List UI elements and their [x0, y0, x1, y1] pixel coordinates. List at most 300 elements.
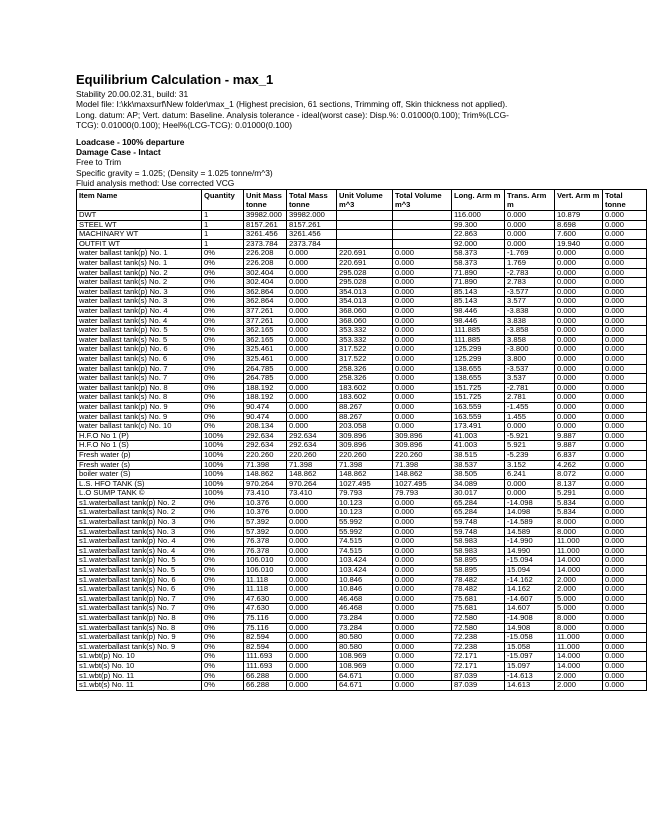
total-fsm-cell: 0.000: [603, 614, 647, 624]
item-name-cell: water ballast tank(s) No. 8: [77, 393, 202, 403]
total-mass-cell: 0.000: [287, 278, 337, 288]
trans-arm-cell: -15.058: [505, 633, 555, 643]
long-arm-cell: 111.885: [452, 335, 505, 345]
unit-mass-cell: 47.630: [244, 604, 287, 614]
total-fsm-cell: 0.000: [603, 316, 647, 326]
total-fsm-cell: 0.000: [603, 422, 647, 432]
unit-volume-cell: 64.671: [337, 681, 393, 691]
quantity-cell: 0%: [202, 614, 244, 624]
trans-arm-cell: -15.094: [505, 556, 555, 566]
trans-arm-cell: -3.800: [505, 345, 555, 355]
total-volume-cell: 0.000: [393, 652, 452, 662]
vert-arm-cell: 9.887: [555, 441, 603, 451]
unit-volume-cell: 88.267: [337, 412, 393, 422]
total-volume-cell: 0.000: [393, 374, 452, 384]
quantity-cell: 0%: [202, 518, 244, 528]
unit-mass-cell: 66.288: [244, 681, 287, 691]
total-mass-cell: 0.000: [287, 527, 337, 537]
item-name-cell: water ballast tank(s) No. 7: [77, 374, 202, 384]
long-arm-cell: 38.515: [452, 450, 505, 460]
quantity-cell: 0%: [202, 633, 244, 643]
item-name-cell: MACHINARY WT: [77, 230, 202, 240]
quantity-cell: 0%: [202, 623, 244, 633]
item-name-cell: s1.waterballast tank(p) No. 9: [77, 633, 202, 643]
table-body: [77, 211, 647, 691]
unit-mass-cell: 226.208: [244, 259, 287, 269]
column-header-total-mass: Total Mass tonne: [287, 189, 337, 210]
total-volume-cell: 0.000: [393, 354, 452, 364]
unit-mass-cell: 10.376: [244, 498, 287, 508]
vert-arm-cell: 2.000: [555, 681, 603, 691]
column-header-trans-arm: Trans. Arm m: [505, 189, 555, 210]
unit-mass-cell: 82.594: [244, 633, 287, 643]
total-fsm-cell: 0.000: [603, 345, 647, 355]
item-name-cell: water ballast tank(p) No. 3: [77, 287, 202, 297]
quantity-cell: 100%: [202, 441, 244, 451]
long-arm-cell: 22.863: [452, 230, 505, 240]
total-fsm-cell: 0.000: [603, 220, 647, 230]
unit-mass-cell: 377.261: [244, 307, 287, 317]
item-name-cell: water ballast tank(p) No. 6: [77, 345, 202, 355]
item-name-cell: water ballast tank(s) No. 4: [77, 316, 202, 326]
quantity-cell: 0%: [202, 287, 244, 297]
total-mass-cell: 0.000: [287, 537, 337, 547]
item-name-cell: water ballast tank(p) No. 1: [77, 249, 202, 259]
quantity-cell: 0%: [202, 278, 244, 288]
total-fsm-cell: 0.000: [603, 594, 647, 604]
vert-arm-cell: 7.600: [555, 230, 603, 240]
unit-volume-cell: 10.123: [337, 498, 393, 508]
vert-arm-cell: 0.000: [555, 335, 603, 345]
quantity-cell: 0%: [202, 527, 244, 537]
vert-arm-cell: 0.000: [555, 393, 603, 403]
total-mass-cell: 0.000: [287, 594, 337, 604]
quantity-cell: 0%: [202, 345, 244, 355]
table-row: [77, 211, 647, 221]
vert-arm-cell: 0.000: [555, 412, 603, 422]
total-mass-cell: 0.000: [287, 556, 337, 566]
table-row: [77, 470, 647, 480]
long-arm-cell: 59.748: [452, 518, 505, 528]
quantity-cell: 0%: [202, 393, 244, 403]
column-header-long-arm: Long. Arm m: [452, 189, 505, 210]
total-fsm-cell: 0.000: [603, 498, 647, 508]
unit-mass-cell: 2373.784: [244, 239, 287, 249]
long-arm-cell: 151.725: [452, 393, 505, 403]
item-name-cell: s1.waterballast tank(s) No. 8: [77, 623, 202, 633]
total-volume-cell: [393, 230, 452, 240]
total-volume-cell: 0.000: [393, 278, 452, 288]
vert-arm-cell: 2.000: [555, 575, 603, 585]
long-arm-cell: 125.299: [452, 345, 505, 355]
total-volume-cell: 0.000: [393, 633, 452, 643]
total-mass-cell: 0.000: [287, 307, 337, 317]
vert-arm-cell: 9.887: [555, 431, 603, 441]
total-fsm-cell: 0.000: [603, 354, 647, 364]
unit-mass-cell: 57.392: [244, 518, 287, 528]
unit-mass-cell: 148.862: [244, 470, 287, 480]
long-arm-cell: 87.039: [452, 681, 505, 691]
long-arm-cell: 72.171: [452, 661, 505, 671]
unit-volume-cell: 103.424: [337, 566, 393, 576]
unit-mass-cell: 292.634: [244, 431, 287, 441]
trans-arm-cell: -14.162: [505, 575, 555, 585]
item-name-cell: L.S. HFO TANK (S): [77, 479, 202, 489]
unit-volume-cell: 80.580: [337, 633, 393, 643]
total-mass-cell: 0.000: [287, 585, 337, 595]
quantity-cell: 0%: [202, 412, 244, 422]
total-fsm-cell: 0.000: [603, 508, 647, 518]
unit-mass-cell: 71.398: [244, 460, 287, 470]
unit-mass-cell: 57.392: [244, 527, 287, 537]
total-fsm-cell: 0.000: [603, 211, 647, 221]
item-name-cell: s1.waterballast tank(s) No. 4: [77, 546, 202, 556]
trans-arm-cell: -3.537: [505, 364, 555, 374]
total-fsm-cell: 0.000: [603, 307, 647, 317]
quantity-cell: 100%: [202, 470, 244, 480]
trans-arm-cell: -14.589: [505, 518, 555, 528]
unit-mass-cell: 264.785: [244, 364, 287, 374]
table-row: [77, 661, 647, 671]
item-name-cell: water ballast tank(p) No. 8: [77, 383, 202, 393]
vert-arm-cell: 14.000: [555, 556, 603, 566]
unit-mass-cell: 75.116: [244, 623, 287, 633]
unit-mass-cell: 292.634: [244, 441, 287, 451]
total-mass-cell: 0.000: [287, 335, 337, 345]
total-fsm-cell: 0.000: [603, 652, 647, 662]
vert-arm-cell: 0.000: [555, 268, 603, 278]
total-mass-cell: 0.000: [287, 652, 337, 662]
item-name-cell: Fresh water (p): [77, 450, 202, 460]
document-page: [76, 72, 638, 691]
unit-mass-cell: 66.288: [244, 671, 287, 681]
trans-arm-cell: -3.577: [505, 287, 555, 297]
trans-arm-cell: -15.097: [505, 652, 555, 662]
table-row: [77, 450, 647, 460]
unit-volume-cell: 220.691: [337, 249, 393, 259]
quantity-cell: 0%: [202, 642, 244, 652]
unit-volume-cell: 353.332: [337, 335, 393, 345]
total-fsm-cell: 0.000: [603, 230, 647, 240]
long-arm-cell: 41.003: [452, 441, 505, 451]
quantity-cell: 0%: [202, 374, 244, 384]
unit-volume-cell: 88.267: [337, 402, 393, 412]
total-volume-cell: 0.000: [393, 566, 452, 576]
total-mass-cell: 0.000: [287, 671, 337, 681]
unit-volume-cell: [337, 220, 393, 230]
total-volume-cell: 0.000: [393, 508, 452, 518]
trans-arm-cell: 14.607: [505, 604, 555, 614]
quantity-cell: 0%: [202, 671, 244, 681]
total-volume-cell: 0.000: [393, 422, 452, 432]
total-mass-cell: 0.000: [287, 575, 337, 585]
trans-arm-cell: 0.000: [505, 479, 555, 489]
trans-arm-cell: 14.162: [505, 585, 555, 595]
table-row: [77, 374, 647, 384]
total-mass-cell: 2373.784: [287, 239, 337, 249]
unit-volume-cell: 295.028: [337, 278, 393, 288]
total-volume-cell: 0.000: [393, 307, 452, 317]
total-mass-cell: 0.000: [287, 566, 337, 576]
total-mass-cell: 970.264: [287, 479, 337, 489]
total-fsm-cell: 0.000: [603, 460, 647, 470]
quantity-cell: 0%: [202, 681, 244, 691]
vert-arm-cell: 8.072: [555, 470, 603, 480]
item-name-cell: boiler water (S): [77, 470, 202, 480]
long-arm-cell: 92.000: [452, 239, 505, 249]
total-volume-cell: 79.793: [393, 489, 452, 499]
total-fsm-cell: 0.000: [603, 412, 647, 422]
total-mass-cell: 0.000: [287, 614, 337, 624]
trans-arm-cell: 3.800: [505, 354, 555, 364]
total-volume-cell: 148.862: [393, 470, 452, 480]
total-volume-cell: 220.260: [393, 450, 452, 460]
total-fsm-cell: 0.000: [603, 297, 647, 307]
vert-arm-cell: 8.000: [555, 614, 603, 624]
vert-arm-cell: 0.000: [555, 259, 603, 269]
vert-arm-cell: 8.000: [555, 518, 603, 528]
item-name-cell: water ballast tank(p) No. 5: [77, 326, 202, 336]
column-header-total-fsm: Total tonne: [603, 189, 647, 210]
unit-volume-cell: 1027.495: [337, 479, 393, 489]
item-name-cell: s1.waterballast tank(p) No. 4: [77, 537, 202, 547]
unit-mass-cell: 11.118: [244, 585, 287, 595]
vert-arm-cell: 14.000: [555, 661, 603, 671]
total-fsm-cell: 0.000: [603, 479, 647, 489]
table-row: [77, 537, 647, 547]
total-fsm-cell: 0.000: [603, 450, 647, 460]
unit-mass-cell: 220.260: [244, 450, 287, 460]
total-fsm-cell: 0.000: [603, 402, 647, 412]
trans-arm-cell: 3.838: [505, 316, 555, 326]
quantity-cell: 1: [202, 239, 244, 249]
table-row: [77, 326, 647, 336]
quantity-cell: 100%: [202, 460, 244, 470]
unit-volume-cell: 368.060: [337, 316, 393, 326]
unit-mass-cell: 188.192: [244, 383, 287, 393]
item-name-cell: water ballast tank(s) No. 9: [77, 412, 202, 422]
long-arm-cell: 30.017: [452, 489, 505, 499]
unit-mass-cell: 90.474: [244, 412, 287, 422]
unit-volume-cell: 73.284: [337, 623, 393, 633]
total-mass-cell: 0.000: [287, 259, 337, 269]
header-line-stability: Stability 20.00.02.31, build: 31: [76, 89, 189, 99]
unit-mass-cell: 111.693: [244, 661, 287, 671]
total-fsm-cell: 0.000: [603, 249, 647, 259]
total-volume-cell: 0.000: [393, 383, 452, 393]
long-arm-cell: 75.681: [452, 594, 505, 604]
trans-arm-cell: 3.152: [505, 460, 555, 470]
total-mass-cell: 0.000: [287, 422, 337, 432]
unit-mass-cell: 73.410: [244, 489, 287, 499]
quantity-cell: 0%: [202, 307, 244, 317]
long-arm-cell: 78.482: [452, 575, 505, 585]
total-volume-cell: 0.000: [393, 345, 452, 355]
item-name-cell: s1.wbt(p) No. 10: [77, 652, 202, 662]
quantity-cell: 0%: [202, 498, 244, 508]
vert-arm-cell: 0.000: [555, 326, 603, 336]
total-mass-cell: 3261.456: [287, 230, 337, 240]
unit-volume-cell: 103.424: [337, 556, 393, 566]
quantity-cell: 0%: [202, 575, 244, 585]
unit-volume-cell: 309.896: [337, 431, 393, 441]
item-name-cell: s1.waterballast tank(p) No. 7: [77, 594, 202, 604]
trans-arm-cell: 14.589: [505, 527, 555, 537]
total-volume-cell: 0.000: [393, 393, 452, 403]
table-row: [77, 393, 647, 403]
unit-volume-cell: 10.846: [337, 575, 393, 585]
long-arm-cell: 78.482: [452, 585, 505, 595]
total-volume-cell: 0.000: [393, 681, 452, 691]
trans-arm-cell: -14.607: [505, 594, 555, 604]
unit-mass-cell: 362.165: [244, 326, 287, 336]
unit-volume-cell: 317.522: [337, 354, 393, 364]
header-line-datum: Long. datum: AP; Vert. datum: Baseline. Analysis tolerance - ideal(worst case): Disp.%: 0.01000(0.100); Trim%(LCG-: [76, 109, 509, 120]
vert-arm-cell: 11.000: [555, 633, 603, 643]
vert-arm-cell: 5.834: [555, 498, 603, 508]
item-name-cell: water ballast tank(s) No. 6: [77, 354, 202, 364]
total-mass-cell: 148.862: [287, 470, 337, 480]
total-volume-cell: 0.000: [393, 527, 452, 537]
item-name-cell: s1.waterballast tank(p) No. 6: [77, 575, 202, 585]
trans-arm-cell: 2.783: [505, 278, 555, 288]
total-volume-cell: 0.000: [393, 268, 452, 278]
unit-mass-cell: 106.010: [244, 556, 287, 566]
unit-mass-cell: 362.864: [244, 287, 287, 297]
quantity-cell: 0%: [202, 402, 244, 412]
trans-arm-cell: 1.769: [505, 259, 555, 269]
long-arm-cell: 98.446: [452, 307, 505, 317]
unit-volume-cell: 309.896: [337, 441, 393, 451]
long-arm-cell: 163.559: [452, 402, 505, 412]
total-fsm-cell: 0.000: [603, 518, 647, 528]
vert-arm-cell: 0.000: [555, 364, 603, 374]
total-volume-cell: 0.000: [393, 661, 452, 671]
total-volume-cell: 0.000: [393, 546, 452, 556]
table-header-row: [77, 189, 647, 210]
quantity-cell: 1: [202, 230, 244, 240]
trans-arm-cell: -1.455: [505, 402, 555, 412]
total-fsm-cell: 0.000: [603, 642, 647, 652]
item-name-cell: s1.wbt(p) No. 11: [77, 671, 202, 681]
header-line-model-file: Model file: I:\kk\maxsurf\New folder\max_1 (Highest precision, 61 sections, Trimming off, Skin thickness not applied).: [76, 99, 508, 110]
info-line-fluid: Fluid analysis method: Use corrected VCG: [76, 178, 235, 189]
long-arm-cell: 99.300: [452, 220, 505, 230]
table-row: [77, 633, 647, 643]
item-name-cell: OUTFIT WT: [77, 239, 202, 249]
trans-arm-cell: -2.783: [505, 268, 555, 278]
quantity-cell: 0%: [202, 604, 244, 614]
unit-volume-cell: 46.468: [337, 594, 393, 604]
total-fsm-cell: 0.000: [603, 566, 647, 576]
unit-mass-cell: 90.474: [244, 402, 287, 412]
vert-arm-cell: 8.137: [555, 479, 603, 489]
trans-arm-cell: 1.455: [505, 412, 555, 422]
trans-arm-cell: 14.098: [505, 508, 555, 518]
long-arm-cell: 85.143: [452, 297, 505, 307]
trans-arm-cell: 15.058: [505, 642, 555, 652]
total-volume-cell: 0.000: [393, 623, 452, 633]
total-mass-cell: 0.000: [287, 604, 337, 614]
info-line-trim: Free to Trim: [76, 157, 122, 168]
vert-arm-cell: 8.000: [555, 527, 603, 537]
column-header-item-name: Item Name: [77, 189, 202, 210]
item-name-cell: water ballast tank(c) No. 10: [77, 422, 202, 432]
quantity-cell: 0%: [202, 585, 244, 595]
unit-volume-cell: 73.284: [337, 614, 393, 624]
unit-volume-cell: 354.013: [337, 287, 393, 297]
unit-volume-cell: 220.260: [337, 450, 393, 460]
trans-arm-cell: 0.000: [505, 211, 555, 221]
item-name-cell: s1.waterballast tank(p) No. 2: [77, 498, 202, 508]
total-mass-cell: 0.000: [287, 364, 337, 374]
total-fsm-cell: 0.000: [603, 441, 647, 451]
total-mass-cell: 0.000: [287, 498, 337, 508]
table-row: [77, 441, 647, 451]
long-arm-cell: 65.284: [452, 508, 505, 518]
trans-arm-cell: 15.094: [505, 566, 555, 576]
table-row: [77, 354, 647, 364]
unit-mass-cell: 302.404: [244, 278, 287, 288]
long-arm-cell: 163.559: [452, 412, 505, 422]
vert-arm-cell: 11.000: [555, 546, 603, 556]
quantity-cell: 0%: [202, 537, 244, 547]
table-row: [77, 278, 647, 288]
quantity-cell: 0%: [202, 249, 244, 259]
long-arm-cell: 72.580: [452, 614, 505, 624]
item-name-cell: s1.wbt(s) No. 10: [77, 661, 202, 671]
total-fsm-cell: 0.000: [603, 661, 647, 671]
total-volume-cell: 0.000: [393, 297, 452, 307]
long-arm-cell: 34.089: [452, 479, 505, 489]
item-name-cell: s1.waterballast tank(s) No. 6: [77, 585, 202, 595]
long-arm-cell: 72.171: [452, 652, 505, 662]
total-fsm-cell: 0.000: [603, 335, 647, 345]
long-arm-cell: 116.000: [452, 211, 505, 221]
column-header-total-volume: Total Volume m^3: [393, 189, 452, 210]
long-arm-cell: 38.505: [452, 470, 505, 480]
unit-volume-cell: 148.862: [337, 470, 393, 480]
vert-arm-cell: 8.698: [555, 220, 603, 230]
vert-arm-cell: 6.837: [555, 450, 603, 460]
item-name-cell: water ballast tank(s) No. 2: [77, 278, 202, 288]
long-arm-cell: 58.373: [452, 249, 505, 259]
trans-arm-cell: 0.000: [505, 220, 555, 230]
total-mass-cell: 292.634: [287, 431, 337, 441]
vert-arm-cell: 14.000: [555, 566, 603, 576]
unit-mass-cell: 302.404: [244, 268, 287, 278]
total-mass-cell: 0.000: [287, 623, 337, 633]
total-volume-cell: 0.000: [393, 594, 452, 604]
total-fsm-cell: 0.000: [603, 268, 647, 278]
table-row: [77, 489, 647, 499]
damage-case-title: Damage Case - Intact: [76, 147, 161, 158]
trans-arm-cell: 3.577: [505, 297, 555, 307]
total-volume-cell: 0.000: [393, 326, 452, 336]
unit-mass-cell: 362.165: [244, 335, 287, 345]
item-name-cell: water ballast tank(p) No. 4: [77, 307, 202, 317]
trans-arm-cell: -14.098: [505, 498, 555, 508]
unit-volume-cell: [337, 211, 393, 221]
total-fsm-cell: 0.000: [603, 239, 647, 249]
total-mass-cell: 0.000: [287, 268, 337, 278]
unit-volume-cell: 183.602: [337, 383, 393, 393]
table-row: [77, 230, 647, 240]
unit-mass-cell: 11.118: [244, 575, 287, 585]
quantity-cell: 0%: [202, 566, 244, 576]
total-volume-cell: 0.000: [393, 498, 452, 508]
long-arm-cell: 72.238: [452, 633, 505, 643]
